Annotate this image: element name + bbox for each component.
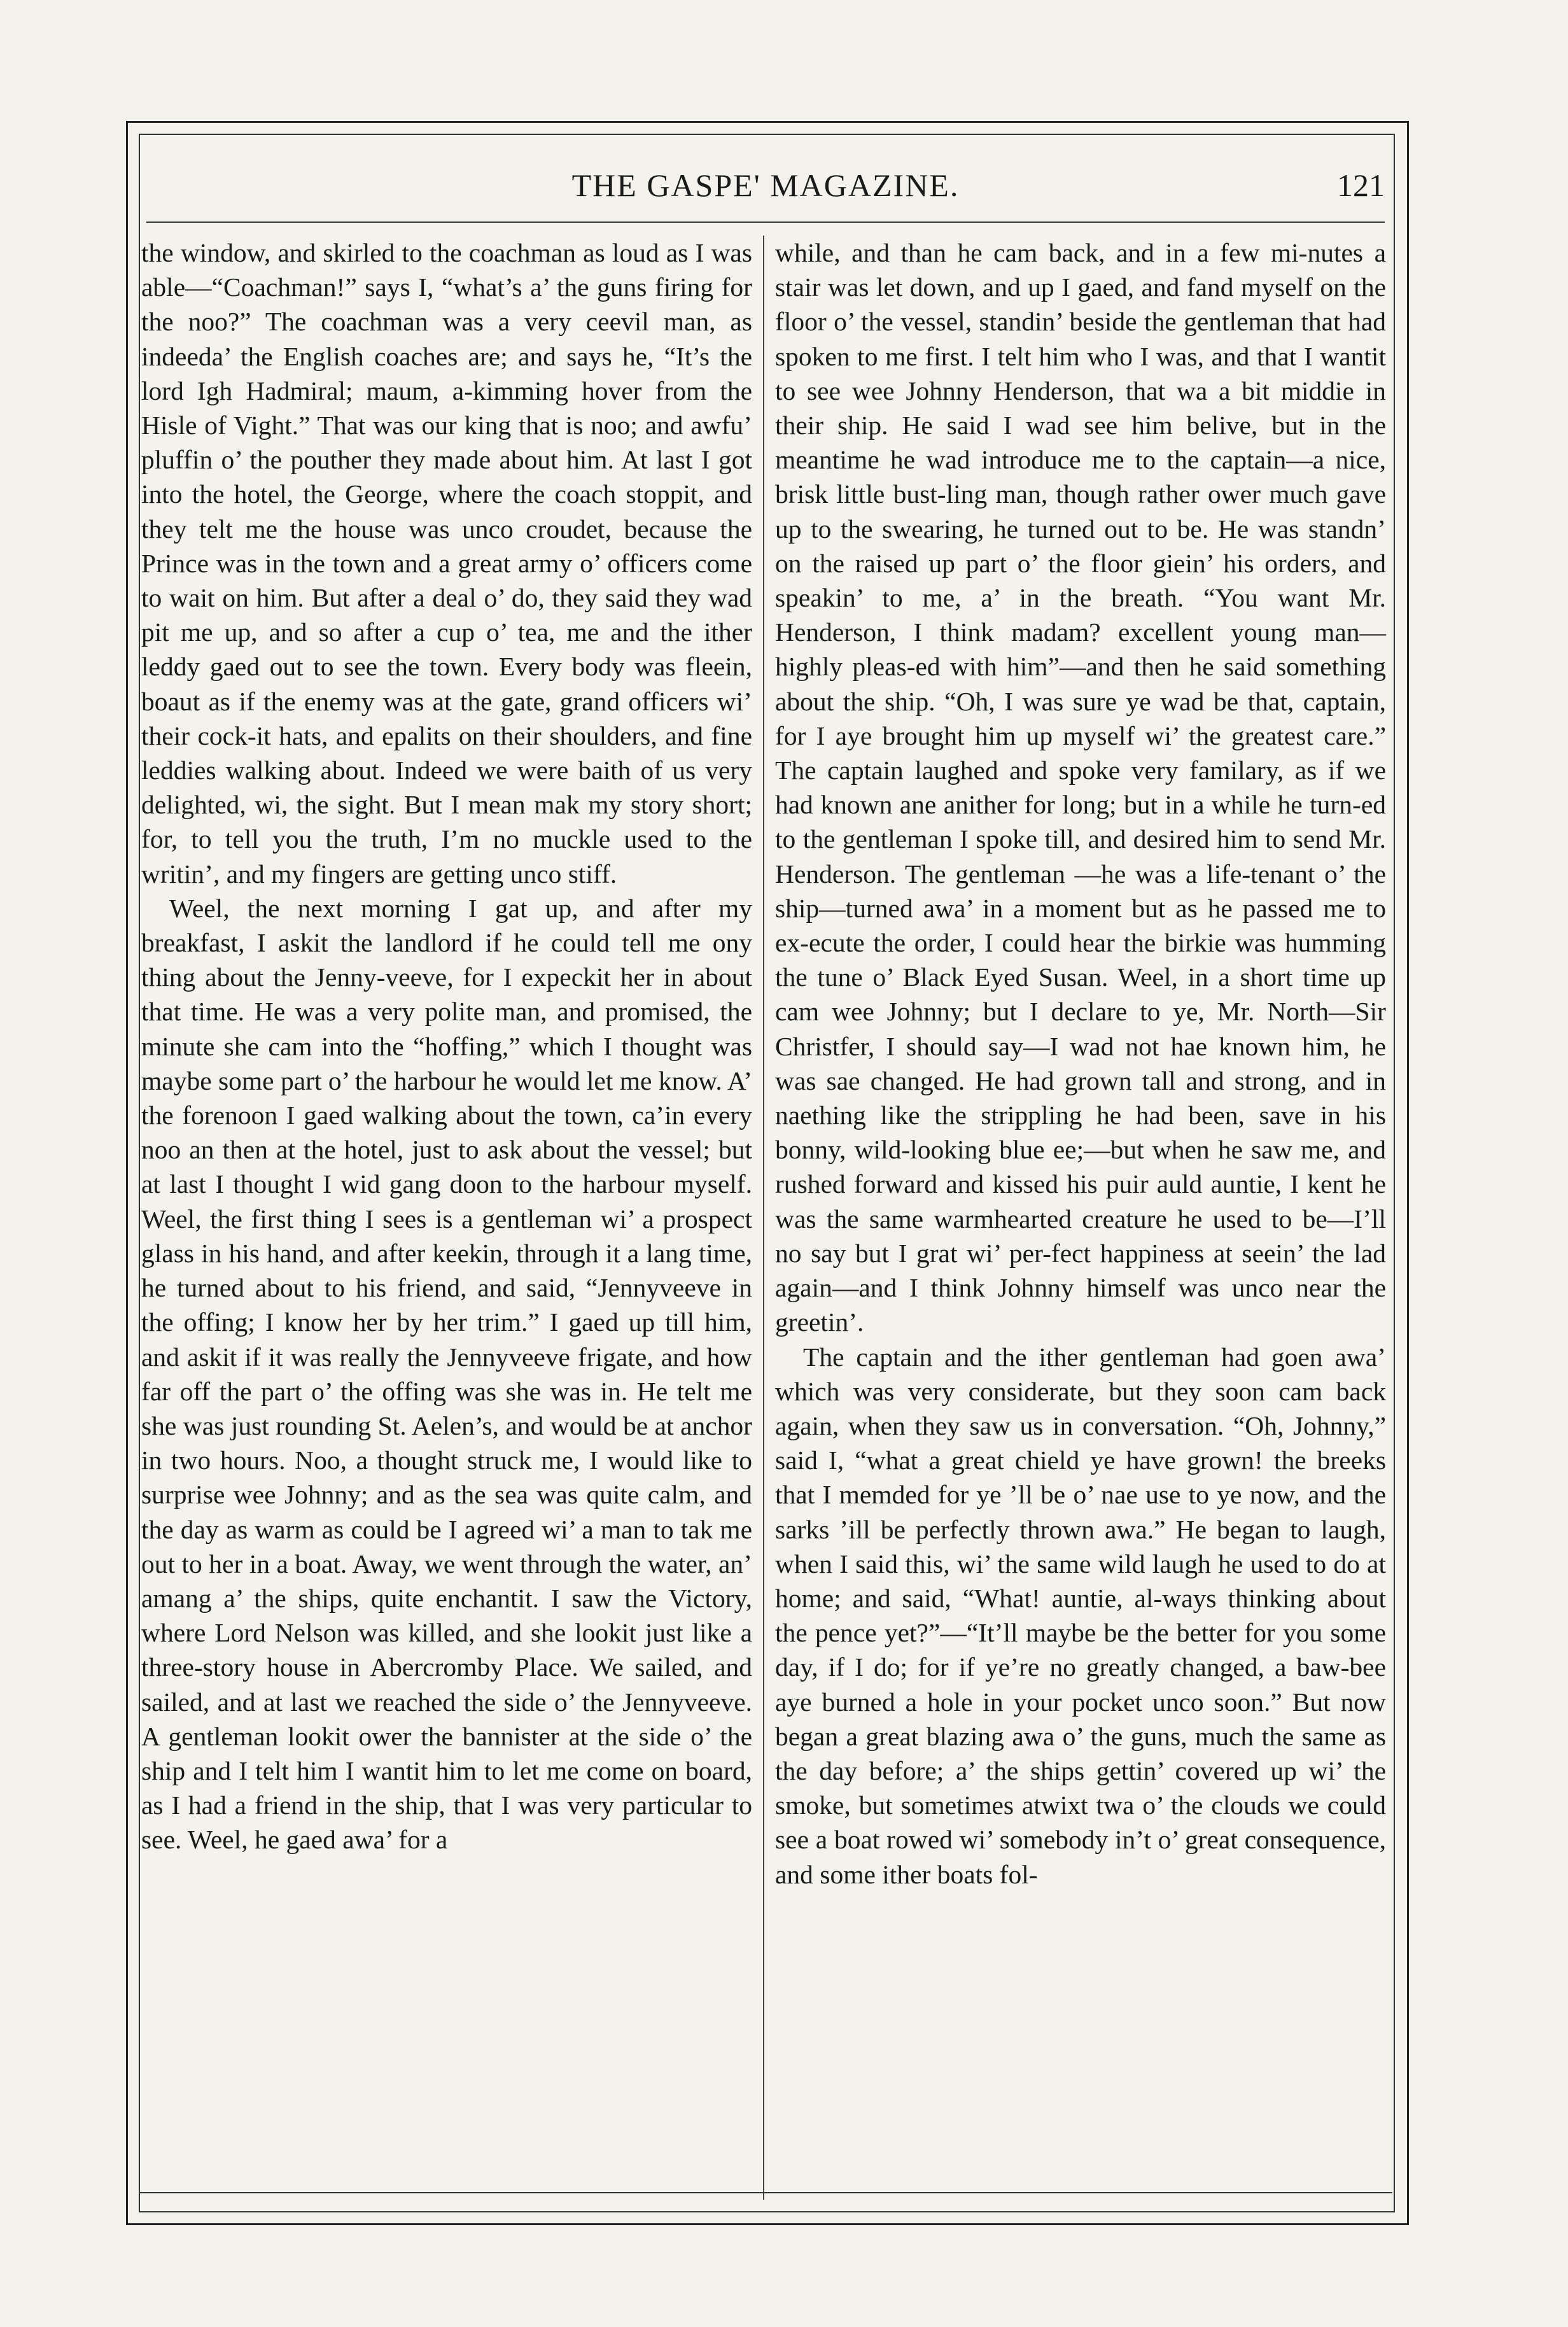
magazine-title: THE GASPE' MAGAZINE. xyxy=(571,167,960,203)
footer-rule xyxy=(139,2192,1392,2193)
paragraph: the window, and skirled to the coachman as loud as I was able—“Coachman!” says I, “what’s a’ the guns firing for the noo?” The coachman was a very ceevil man, as indeeda’ the English coaches are; and says he, “It’s the lord Igh Hadmiral; maum, a-kimming hover from the Hisle of Vight.” That was our king that is noo; and awfu’ pluffin o’ the pouther they made about him. At last I got into the hotel, the George, where the coach stoppit, and they telt me the house was unco croudet, because the Prince was in the town and a great army o’ officers come to wait on him. But after a deal o’ do, they said they wad pit me up, and so after a cup o’ tea, me and the ither leddy gaed out to see the town. Every body was fleein, boaut as if the enemy was at the gate, grand officers wi’ their cock-it hats, and epalits on their shoulders, and fine leddies walking about. Indeed we were baith of us very delighted, wi, the sight. But I mean mak my story short; for, to tell you the truth, I’m no muckle used to the writin’, and my fingers are getting unco stiff. xyxy=(141,238,752,889)
header-rule xyxy=(146,221,1385,223)
page-number: 121 xyxy=(1337,167,1385,203)
paragraph: Weel, the next morning I gat up, and after my breakfast, I askit the landlord if he could tell me ony thing about the Jenny-veeve, for I expeckit her in about that time. He was a very polite man, and promised, the minute she cam into the “hoffing,” which I thought was maybe some part o’ the harbour he would let me know. A’ the forenoon I gaed walking about the town, ca’in every noo an then at the hotel, just to ask about the vessel; but at last I thought I wid gang doon to the harbour myself. Weel, the first thing I sees is a gentleman wi’ a prospect glass in his hand, and after keekin, through it a lang time, he turned about to his friend, and said, “Jennyveeve in the offing; I know her by her trim.” I gaed up till him, and askit if it was really the Jennyveeve frigate, and how far off the part o’ the offing was she was in. He telt me she was just rounding St. Aelen’s, and would be at anchor in two hours. Noo, a thought struck me, I would like to surprise wee Johnny; and as the sea was quite calm, and the day as warm as could be I agreed wi’ a man to tak me out to her in a boat. Away, we went through the water, an’ amang a’ the ships, quite enchantit. I saw the Victory, where Lord Nelson was killed, and she lookit just like a three-story house in Abercromby Place. We sailed, and sailed, and at last we reached the side o’ the Jennyveeve. A gentleman lookit ower the bannister at the side o’ the ship and I telt him I wantit him to let me come on board, as I had a friend in the ship, that I was very particular to see. Weel, he gaed awa’ for a xyxy=(141,893,753,1855)
paragraph: while, and than he cam back, and in a few mi-nutes a stair was let down, and up I gaed, and fand myself on the floor o’ the vessel, standin’ beside the gentleman that had spoken to me first. I telt him who I was, and that I wantit to see wee Johnny Henderson, that wa a bit middie in their ship. He said I wad see him belive, but in the meantime he wad introduce me to the captain—a nice, brisk little bust-ling man, though rather ower much gave up to the swearing, he turned out to be. He was standn’ on the raised up part o’ the floor giein’ his orders, and speakin’ to me, a’ in the breath. “You want Mr. Henderson, I think madam? excellent young man—highly pleas-ed with him”—and then he said something about the ship. “Oh, I was sure ye wad be that, captain, for I aye brought him up myself wi’ the greatest care.” The captain laughed and spoke very familary, as if we had known ane anither for long; but in a while he turn-ed to the gentleman I spoke till, and desired him to send Mr. Henderson. The gentleman —he was a life-tenant o’ the ship—turned awa’ in a moment but as he passed me to ex-ecute the order, I could hear the birkie was humming the tune o’ Black Eyed Susan. Weel, in a short time up cam wee Johnny; but I declare to ye, Mr. North—Sir Christfer, I should say—I wad not hae known him, he was sae changed. He had grown tall and strong, and in naething like the strippling he had been, save in his bonny, wild-looking blue ee;—but when he saw me, and rushed forward and kissed his puir auld auntie, I kent he was the same warmhearted creature he used to be—I’ll no say but I grat wi’ per-fect happiness at seein’ the lad again—and I think Johnny himself was unco near the greetin’. xyxy=(775,238,1386,1337)
right-column xyxy=(775,236,1386,1892)
paragraph: The captain and the ither gentleman had goen awa’ which was very considerate, but they soon cam back again, when they saw us in conversation. “Oh, Johnny,” said I, “what a great chield ye have grown! the breeks that I memded for ye ’ll be o’ nae use to ye now, and the sarks ’ill be perfectly thrown awa.” He began to laugh, when I said this, wi’ the same wild laugh he used to do at home; and said, “What! auntie, al-ways thinking about the pence yet?”—“It’ll maybe be the better for you some day, if I do; for if ye’re no greatly changed, a baw-bee aye burned a hole in your pocket unco soon.” But now began a great blazing awa o’ the guns, much the same as the day before; a’ the ships gettin’ covered up wi’ the smoke, but sometimes atwixt twa o’ the clouds we could see a boat rowed wi’ somebody in’t o’ great consequence, and some ither boats fol- xyxy=(775,1342,1386,1889)
column-divider xyxy=(763,236,764,2200)
left-column xyxy=(141,236,752,1857)
running-head xyxy=(146,167,1385,211)
